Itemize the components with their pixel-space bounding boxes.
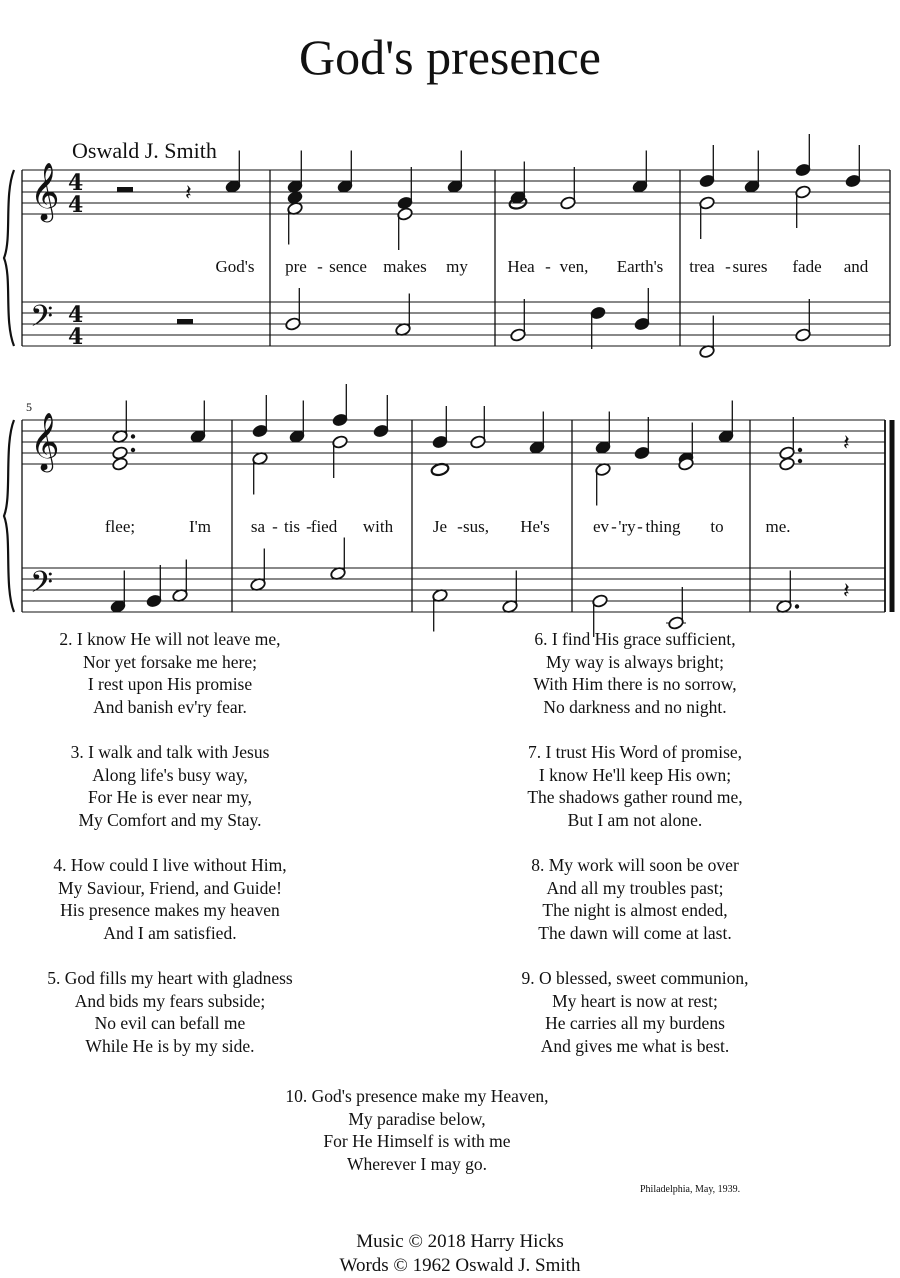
verse-line: 7. I trust His Word of promise, (527, 742, 743, 762)
time-signature-bottom: 4 (68, 192, 84, 218)
lyric-syllable: sus, (463, 517, 489, 536)
lyric-syllable: with (362, 517, 394, 536)
lyric-syllable: - (317, 257, 323, 276)
lyric-syllable: - (306, 517, 312, 536)
quarter-rest-icon: 𝄽 (843, 431, 850, 456)
verse-8 (465, 854, 805, 944)
lyric-syllable: makes (383, 257, 427, 276)
verse-5 (0, 967, 340, 1057)
verse-line: With Him there is no sorrow, (533, 674, 737, 694)
verse-line: For He is ever near my, (87, 787, 253, 807)
lyric-syllable: - (457, 517, 463, 536)
lyric-syllable: - (725, 257, 731, 276)
lyric-syllable: 'ry (618, 517, 636, 536)
verse-line: My Comfort and my Stay. (78, 809, 262, 830)
lyric-syllable: - (637, 517, 643, 536)
verse-line: 5. God fills my heart with gladness (47, 968, 293, 988)
verse-line: Wherever I may go. (347, 1153, 487, 1174)
quarter-rest-icon: 𝄽 (185, 181, 192, 206)
verse-line: 3. I walk and talk with Jesus (70, 742, 270, 762)
verse-line: And bids my fears subside; (74, 990, 266, 1011)
verse-line: 9. O blessed, sweet communion, (521, 968, 749, 988)
music-credit: Music © 2018 Harry Hicks (356, 1231, 564, 1252)
copyright-credits (0, 1230, 900, 1278)
dot (795, 604, 799, 608)
lyric-syllable: sa (250, 517, 266, 536)
lyric-syllable: to (710, 517, 724, 536)
lyric-syllable: ev (592, 517, 610, 536)
verse-10 (247, 1085, 587, 1175)
verse-2 (0, 628, 340, 718)
composer-credit: Oswald J. Smith (72, 138, 217, 163)
lyric-syllable: me. (765, 517, 791, 536)
lyric-syllable: I'm (189, 517, 211, 536)
verse-4 (0, 854, 340, 944)
verse-line: 2. I know He will not leave me, (59, 629, 281, 649)
page-title: God's presence (299, 29, 601, 85)
verse-line: Nor yet forsake me here; (83, 651, 257, 672)
place-date: Philadelphia, May, 1939. (640, 1184, 741, 1195)
verse-line: My Saviour, Friend, and Guide! (58, 877, 282, 898)
verse-line: No darkness and no night. (543, 696, 727, 717)
verse-line: The shadows gather round me, (527, 787, 743, 807)
half-rest-icon (117, 187, 133, 193)
brace-icon (4, 420, 14, 612)
verse-line: 10. God's presence make my Heaven, (285, 1086, 549, 1106)
dot (798, 448, 802, 452)
verse-line: 4. How could I live without Him, (53, 855, 287, 875)
verse-line: And I am satisfied. (103, 922, 237, 943)
verse-line: His presence makes my heaven (60, 900, 280, 920)
lyric-syllable: thing (645, 517, 681, 536)
verse-line: The night is almost ended, (542, 900, 728, 920)
verse-line: He carries all my burdens (545, 1013, 725, 1033)
lyric-syllable: fade (792, 257, 822, 276)
verse-line: The dawn will come at last. (538, 922, 732, 943)
verse-7 (465, 741, 805, 831)
verse-line: My paradise below, (348, 1108, 486, 1129)
half-note (112, 457, 129, 472)
verse-line: While He is by my side. (85, 1035, 255, 1056)
dot (798, 459, 802, 463)
verse-line: And gives me what is best. (540, 1035, 730, 1056)
lyric-syllable: ven, (559, 257, 589, 276)
dot (131, 434, 135, 438)
dot (131, 448, 135, 452)
verse-line: My heart is now at rest; (552, 990, 718, 1011)
measure-number: 5 (26, 400, 32, 414)
time-signature-top: 4 (68, 170, 84, 196)
quarter-rest-icon: 𝄽 (843, 579, 850, 604)
lyric-syllable: and (843, 257, 869, 276)
lyric-syllable: trea (689, 257, 715, 276)
treble-clef-icon: 𝄞 (30, 162, 60, 220)
verse-line: 8. My work will soon be over (531, 855, 739, 875)
verse-line: I know He'll keep His own; (538, 764, 732, 785)
lyric-syllable: sures (732, 257, 768, 276)
bass-clef-icon: 𝄢 (30, 300, 54, 341)
lyric-syllable: pre (285, 257, 307, 276)
lyric-syllable: - (545, 257, 551, 276)
verse-3 (0, 741, 340, 831)
lyric-syllable: - (611, 517, 617, 536)
verse-line: Along life's busy way, (92, 764, 248, 785)
lyric-syllable: God's (215, 257, 255, 276)
verse-line: No evil can befall me (94, 1013, 246, 1033)
time-signature-top: 4 (68, 302, 84, 328)
verse-line: 6. I find His grace sufficient, (534, 629, 736, 649)
brace-icon (4, 170, 14, 346)
half-note (779, 457, 796, 472)
lyric-syllable: tis (283, 517, 301, 536)
lyric-syllable: my (446, 257, 468, 276)
words-credit: Words © 1962 Oswald J. Smith (339, 1255, 581, 1276)
lyric-syllable: He's (520, 517, 550, 536)
lyric-syllable: sence (329, 257, 367, 276)
bass-clef-icon: 𝄢 (30, 566, 54, 607)
lyric-syllable: flee; (104, 517, 136, 536)
time-signature-bottom: 4 (68, 324, 84, 350)
verse-6 (465, 628, 805, 718)
lyric-syllable: - (272, 517, 278, 536)
verse-line: And banish ev'ry fear. (93, 696, 247, 717)
lyric-syllable: Je (432, 517, 448, 536)
verse-line: For He Himself is with me (323, 1131, 511, 1151)
lyric-syllable: Earth's (616, 257, 664, 276)
half-rest-icon (177, 319, 193, 325)
lyric-syllable: fied (310, 517, 338, 536)
verse-line: I rest upon His promise (87, 674, 253, 694)
verse-line: And all my troubles past; (546, 877, 724, 898)
verse-line: But I am not alone. (567, 809, 703, 830)
verse-9 (465, 967, 805, 1057)
lyric-syllable: Hea (507, 257, 535, 276)
treble-clef-icon: 𝄞 (30, 412, 60, 470)
verse-line: My way is always bright; (546, 651, 724, 672)
